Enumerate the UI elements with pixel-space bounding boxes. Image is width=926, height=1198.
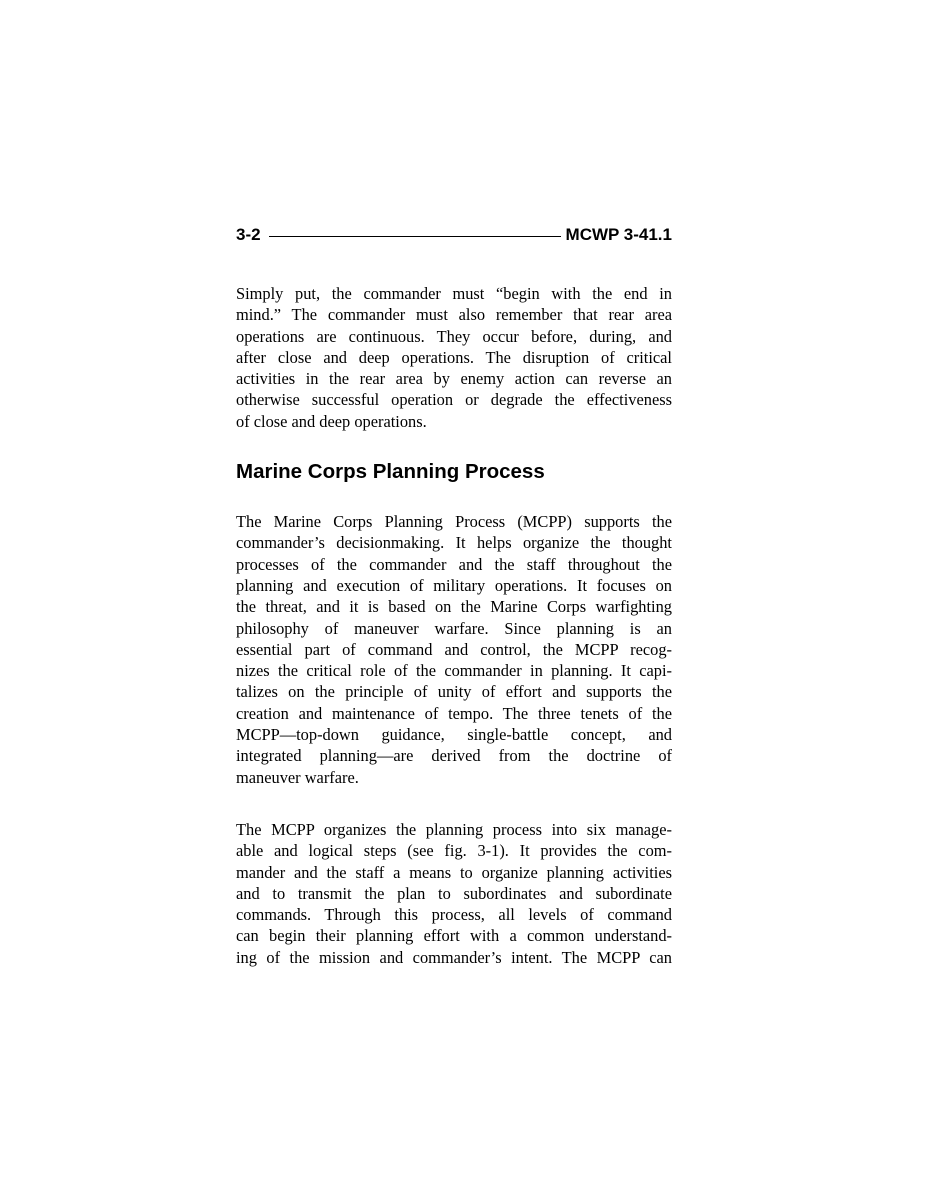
section-heading: Marine Corps Planning Process	[236, 460, 545, 484]
text-line: maneuver warfare.	[236, 767, 359, 787]
text-line: The Marine Corps Planning Process (MCPP) supports the	[236, 512, 672, 532]
text-line: mander and the staff a means to organize planning activities	[236, 862, 672, 882]
text-line: able and logical steps (see fig. 3-1). It provides the com-	[236, 841, 672, 861]
running-header	[236, 222, 672, 248]
text-line: commands. Through this process, all levels of command	[236, 905, 672, 925]
text-line: planning and execution of military operations. It focuses on	[236, 575, 672, 595]
text-line: mind.” The commander must also remember that rear area	[236, 305, 672, 325]
paragraph-mcpp-overview	[236, 511, 672, 788]
text-line: processes of the commander and the staff throughout the	[236, 554, 672, 574]
text-line: of close and deep operations.	[236, 411, 427, 431]
document-page	[236, 222, 672, 968]
text-line: ing of the mission and commander’s intent. The MCPP can	[236, 947, 672, 967]
text-line: commander’s decisionmaking. It helps organize the thought	[236, 533, 672, 553]
text-line: activities in the rear area by enemy action can reverse an	[236, 369, 672, 389]
page-number: 3-2	[236, 225, 261, 244]
text-line: Simply put, the commander must “begin with the end in	[236, 284, 672, 303]
text-line: philosophy of maneuver warfare. Since planning is an	[236, 618, 672, 638]
text-line: nizes the critical role of the commander in planning. It capi-	[236, 661, 672, 681]
text-line: and to transmit the plan to subordinates and subordinate	[236, 883, 672, 903]
text-line: after close and deep operations. The disruption of critical	[236, 347, 672, 367]
text-line: operations are continuous. They occur before, during, and	[236, 326, 672, 346]
text-line: creation and maintenance of tempo. The three tenets of the	[236, 703, 672, 723]
text-line: MCPP—top-down guidance, single-battle concept, and	[236, 725, 672, 745]
paragraph-mcpp-steps	[236, 819, 672, 968]
text-line: can begin their planning effort with a common understand-	[236, 926, 672, 946]
header-rule	[269, 236, 561, 237]
text-line: talizes on the principle of unity of effort and supports the	[236, 682, 672, 702]
text-line: otherwise successful operation or degrade the effectiveness	[236, 390, 672, 410]
paragraph-rear-area-operations	[236, 283, 672, 432]
text-line: the threat, and it is based on the Marine Corps warfighting	[236, 597, 672, 617]
text-line: The MCPP organizes the planning process into six manage-	[236, 819, 672, 839]
text-line: essential part of command and control, the MCPP recog-	[236, 639, 672, 659]
publication-id: MCWP 3-41.1	[565, 225, 672, 244]
text-line: integrated planning—are derived from the doctrine of	[236, 746, 672, 766]
